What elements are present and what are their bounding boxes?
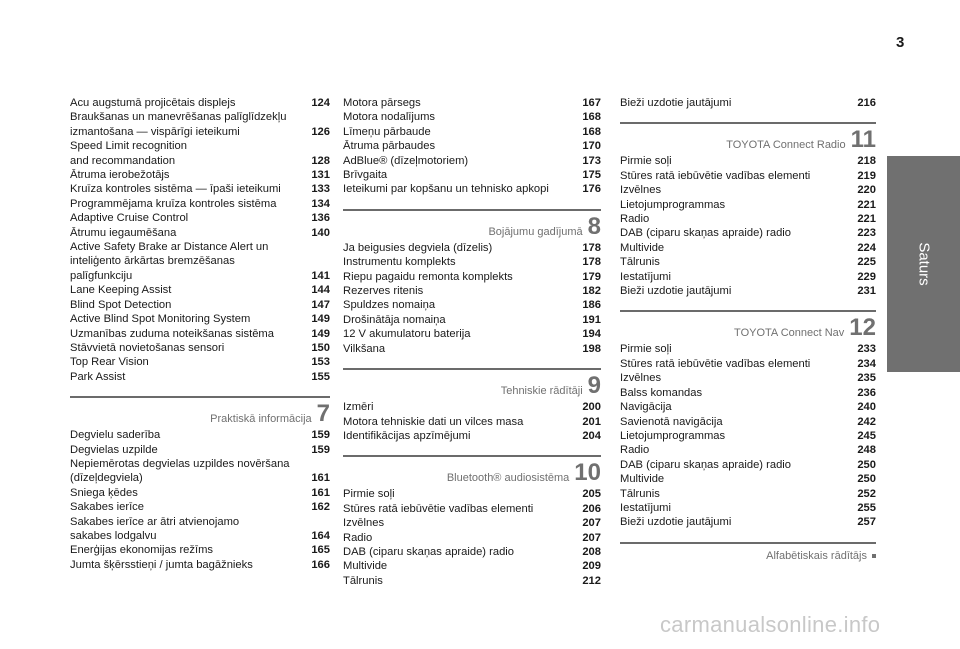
toc-entry[interactable]: [343, 125, 601, 139]
toc-entry-page: 242: [857, 415, 876, 428]
toc-entry-title: Iestatījumi: [620, 270, 671, 283]
toc-entry[interactable]: [70, 197, 330, 211]
toc-entry[interactable]: [620, 342, 876, 356]
toc-entry-page: 250: [857, 458, 876, 471]
toc-entry-title: DAB (ciparu skaņas apraide) radio: [620, 227, 792, 240]
toc-entry-page: 223: [857, 227, 876, 240]
toc-entry-page: 233: [857, 343, 876, 356]
toc-entry[interactable]: [620, 443, 876, 457]
toc-entry[interactable]: [343, 313, 601, 327]
toc-entry-title: Lietojumprogrammas: [620, 429, 726, 442]
toc-entry-page: 176: [582, 183, 601, 196]
toc-entry-page: 218: [857, 155, 876, 168]
toc-entry-title: Ātruma pārbaudes: [343, 140, 436, 153]
toc-entry-title: Identifikācijas apzīmējumi: [343, 429, 471, 442]
toc-entry[interactable]: [70, 96, 330, 110]
toc-entry[interactable]: [70, 471, 330, 485]
toc-entry-title: Active Safety Brake ar Distance Alert un: [70, 241, 269, 254]
toc-entry-page: 257: [857, 516, 876, 529]
toc-entry-title: Navigācija: [620, 401, 672, 414]
toc-entry-page: 198: [582, 342, 601, 355]
toc-entry-page: 194: [582, 328, 601, 341]
toc-entry-page: 162: [311, 501, 330, 514]
toc-entry-page: 159: [311, 443, 330, 456]
toc-entry-page: 248: [857, 444, 876, 457]
toc-entry-title: 12 V akumulatoru baterija: [343, 328, 471, 341]
toc-entry-page: 250: [857, 473, 876, 486]
toc-entry-title: Sakabes ierīce: [70, 501, 145, 514]
toc-entry-title: Motora tehniskie dati un vilces masa: [343, 415, 524, 428]
toc-entry[interactable]: [70, 428, 330, 442]
toc-entry[interactable]: [70, 500, 330, 514]
toc-entry[interactable]: [70, 457, 330, 471]
toc-entry-page: 201: [582, 415, 601, 428]
toc-entry-page: 219: [857, 169, 876, 182]
toc-entry-page: 234: [857, 357, 876, 370]
toc-entry-title: Pirmie soļi: [343, 488, 395, 501]
toc-entry[interactable]: [343, 110, 601, 124]
toc-entry-page: 168: [582, 125, 601, 138]
toc-entry-title: Spuldzes nomaiņa: [343, 299, 436, 312]
toc-entry[interactable]: [343, 502, 601, 516]
toc-entry[interactable]: [70, 370, 330, 384]
square-bullet-icon: [872, 554, 876, 558]
toc-entry-title: Līmeņu pārbaude: [343, 125, 431, 138]
toc-entry-title: Savienotā navigācija: [620, 415, 723, 428]
toc-entry-title: Ātruma ierobežotājs: [70, 169, 170, 182]
toc-entry[interactable]: [620, 501, 876, 515]
toc-entry-title: palīgfunkciju: [70, 269, 133, 282]
toc-entry-title: Tālrunis: [620, 256, 660, 269]
toc-entry[interactable]: [70, 226, 330, 240]
toc-entry-title: Brīvgaita: [343, 169, 388, 182]
toc-entry-page: 167: [582, 97, 601, 109]
toc-entry-page: 221: [857, 213, 876, 226]
section-header: [343, 455, 601, 485]
toc-entry-page: 252: [857, 487, 876, 500]
toc-entry[interactable]: [620, 487, 876, 501]
toc-entry-page: 231: [857, 285, 876, 298]
toc-entry[interactable]: [343, 255, 601, 269]
toc-entry-title: Degvielu saderība: [70, 429, 161, 442]
toc-entry-page: 178: [582, 241, 601, 254]
toc-entry-page: 179: [582, 270, 601, 283]
toc-entry[interactable]: [70, 543, 330, 557]
toc-entry-title: Riepu pagaidu remonta komplekts: [343, 270, 513, 283]
toc-entry[interactable]: [620, 386, 876, 400]
toc-entry-title: Tālrunis: [343, 574, 383, 587]
toc-entry-page: 161: [311, 486, 330, 499]
toc-entry-title: Multivide: [343, 560, 388, 573]
toc-entry-title: (dīzeļdegviela): [70, 472, 143, 485]
toc-entry-page: 166: [311, 558, 330, 571]
toc-entry-page: 136: [311, 212, 330, 225]
toc-entry-title: Sakabes ierīce ar ātri atvienojamo: [70, 515, 240, 528]
section-title: TOYOTA Connect Radio: [726, 139, 846, 152]
toc-entry-title: Stāvvietā novietošanas sensori: [70, 341, 225, 354]
toc-entry[interactable]: [343, 298, 601, 312]
toc-entry-title: Radio: [620, 444, 650, 457]
section-number: 8: [587, 212, 601, 240]
toc-entry-title: izmantošana — vispārīgi ieteikumi: [70, 125, 240, 138]
toc-entry-page: 161: [311, 472, 330, 485]
section-header: [343, 209, 601, 239]
toc-entry-title: Vilkšana: [343, 342, 386, 355]
toc-entry-title: Stūres ratā iebūvētie vadības elementi: [620, 169, 811, 182]
toc-entry[interactable]: [343, 270, 601, 284]
toc-entry[interactable]: [620, 154, 876, 168]
toc-entry-title: Acu augstumā projicētais displejs: [70, 97, 236, 109]
toc-entry[interactable]: [620, 226, 876, 240]
section-number: 9: [587, 372, 601, 400]
toc-entry-page: 140: [311, 226, 330, 239]
toc-entry-title: Balss komandas: [620, 386, 703, 399]
toc-entry-title: Kruīza kontroles sistēma — īpaši ieteikumi: [70, 183, 281, 196]
toc-entry[interactable]: [70, 283, 330, 297]
toc-entry[interactable]: [620, 270, 876, 284]
toc-entry[interactable]: [620, 241, 876, 255]
toc-entry[interactable]: [343, 415, 601, 429]
toc-entry-title: Lietojumprogrammas: [620, 198, 726, 211]
toc-entry[interactable]: [343, 574, 601, 588]
toc-entry-page: 170: [582, 140, 601, 153]
toc-entry-page: 207: [582, 517, 601, 530]
toc-entry-title: Instrumentu komplekts: [343, 256, 456, 269]
section-header: [620, 122, 876, 152]
toc-entry[interactable]: [70, 486, 330, 500]
toc-entry-title: Lane Keeping Assist: [70, 284, 172, 297]
toc-entry-title: Top Rear Vision: [70, 356, 149, 369]
toc-entry-page: 168: [582, 111, 601, 124]
toc-entry[interactable]: [70, 341, 330, 355]
toc-entry[interactable]: [70, 125, 330, 139]
toc-entry[interactable]: [343, 545, 601, 559]
toc-column-3: [620, 96, 876, 562]
toc-entry-page: 149: [311, 313, 330, 326]
section-title: Bluetooth® audiosistēma: [446, 472, 570, 485]
toc-column-2: [343, 96, 601, 588]
toc-entry[interactable]: [70, 211, 330, 225]
toc-entry-page: 173: [582, 154, 601, 167]
toc-entry-page: 205: [582, 488, 601, 501]
toc-entry[interactable]: [620, 169, 876, 183]
section-title: Bojājumu gadījumā: [488, 225, 583, 238]
toc-entry-page: 147: [311, 298, 330, 311]
toc-entry-title: Blind Spot Detection: [70, 298, 172, 311]
toc-entry-page: 235: [857, 372, 876, 385]
toc-entry-page: 164: [311, 529, 330, 542]
toc-entry[interactable]: [620, 212, 876, 226]
toc-entry-title: Motora pārsegs: [343, 97, 421, 109]
toc-entry[interactable]: [620, 357, 876, 371]
toc-entry[interactable]: [70, 515, 330, 529]
index-label: Alfabētiskais rādītājs: [766, 549, 867, 562]
watermark: carmanualsonline.info: [660, 612, 881, 637]
toc-entry-page: 200: [582, 401, 601, 414]
toc-entry[interactable]: [343, 241, 601, 255]
toc-entry[interactable]: [343, 531, 601, 545]
toc-entry[interactable]: [343, 487, 601, 501]
toc-entry-title: Uzmanības zuduma noteikšanas sistēma: [70, 327, 274, 340]
toc-entry-page: 153: [311, 356, 330, 369]
section-header: [70, 396, 330, 426]
toc-entry-title: Braukšanas un manevrēšanas palīglīdzekļu: [70, 111, 287, 124]
toc-entry-title: Rezerves ritenis: [343, 285, 424, 298]
toc-entry-title: Izvēlnes: [620, 372, 662, 385]
toc-entry[interactable]: [343, 559, 601, 573]
toc-entry-page: 186: [582, 299, 601, 312]
toc-entry-title: inteliģento ārkārtas bremzēšanas: [70, 255, 235, 268]
toc-entry-title: Pirmie soļi: [620, 155, 672, 168]
toc-entry-title: Tālrunis: [620, 487, 660, 500]
toc-entry-page: 209: [582, 560, 601, 573]
toc-entry-title: Motora nodalījums: [343, 111, 436, 124]
toc-entry[interactable]: [70, 182, 330, 196]
toc-entry-page: 236: [857, 386, 876, 399]
toc-entry-title: Ieteikumi par kopšanu un tehnisko apkopi: [343, 183, 549, 196]
toc-entry[interactable]: [620, 472, 876, 486]
toc-entry-title: Multivide: [620, 241, 665, 254]
toc-entry-title: Stūres ratā iebūvētie vadības elementi: [343, 502, 534, 515]
toc-entry[interactable]: [620, 458, 876, 472]
toc-entry-page: 208: [582, 545, 601, 558]
toc-entry-page: 149: [311, 327, 330, 340]
toc-entry-page: 204: [582, 429, 601, 442]
toc-entry[interactable]: [70, 312, 330, 326]
toc-entry[interactable]: [70, 154, 330, 168]
toc-entry[interactable]: [70, 139, 330, 153]
toc-entry-page: 225: [857, 256, 876, 269]
toc-entry-page: 150: [311, 341, 330, 354]
toc-entry[interactable]: [620, 284, 876, 298]
toc-entry-page: 191: [582, 313, 601, 326]
toc-entry-page: 175: [582, 169, 601, 182]
toc-entry-title: AdBlue® (dīzeļmotoriem): [343, 154, 469, 167]
toc-entry-title: Izvēlnes: [620, 184, 662, 197]
toc-entry-title: DAB (ciparu skaņas apraide) radio: [620, 458, 792, 471]
toc-entry[interactable]: [620, 400, 876, 414]
toc-entry-title: Degvielas uzpilde: [70, 443, 158, 456]
toc-entry[interactable]: [70, 240, 330, 254]
toc-entry-title: Iestatījumi: [620, 501, 671, 514]
toc-entry[interactable]: [620, 183, 876, 197]
toc-entry[interactable]: [343, 516, 601, 530]
toc-entry[interactable]: [620, 198, 876, 212]
toc-entry[interactable]: [70, 168, 330, 182]
toc-entry[interactable]: [343, 139, 601, 153]
toc-entry-title: Speed Limit recognition: [70, 140, 187, 153]
toc-entry[interactable]: [343, 400, 601, 414]
toc-entry-title: Jumta šķērsstieņi / jumta bagāžnieks: [70, 558, 253, 571]
toc-entry[interactable]: [70, 355, 330, 369]
section-header: [343, 368, 601, 398]
section-number: 10: [574, 459, 601, 487]
section-number: 7: [316, 400, 330, 428]
toc-entry-page: 124: [311, 97, 330, 109]
toc-entry[interactable]: [620, 429, 876, 443]
toc-entry-page: 229: [857, 270, 876, 283]
toc-entry[interactable]: [70, 327, 330, 341]
index-link[interactable]: [620, 542, 876, 562]
toc-entry[interactable]: [620, 96, 876, 110]
toc-entry-page: 216: [857, 97, 876, 109]
toc-entry-page: 212: [582, 574, 601, 587]
toc-column-1: [70, 96, 330, 572]
toc-entry-page: 131: [311, 169, 330, 182]
toc-entry-title: Bieži uzdotie jautājumi: [620, 285, 732, 298]
toc-entry[interactable]: [70, 269, 330, 283]
toc-entry-title: Ja beigusies degviela (dīzelis): [343, 241, 493, 254]
toc-entry-page: 141: [311, 269, 330, 282]
toc-entry[interactable]: [620, 371, 876, 385]
toc-entry-page: 126: [311, 125, 330, 138]
toc-entry-page: 144: [311, 284, 330, 297]
toc-entry-page: 134: [311, 197, 330, 210]
toc-entry-page: 178: [582, 256, 601, 269]
toc-entry[interactable]: [70, 443, 330, 457]
toc-entry-title: Park Assist: [70, 370, 126, 383]
toc-entry-page: 220: [857, 184, 876, 197]
toc-entry-title: Izmēri: [343, 401, 374, 414]
toc-entry[interactable]: [343, 154, 601, 168]
toc-entry-page: 255: [857, 501, 876, 514]
toc-entry[interactable]: [70, 254, 330, 268]
side-tab: [887, 156, 960, 372]
toc-entry[interactable]: [620, 515, 876, 529]
toc-entry-title: sakabes lodgalvu: [70, 529, 157, 542]
toc-entry-title: DAB (ciparu skaņas apraide) radio: [343, 545, 515, 558]
toc-entry[interactable]: [343, 96, 601, 110]
toc-entry-title: Pirmie soļi: [620, 343, 672, 356]
toc-entry-title: Radio: [343, 531, 373, 544]
section-title: TOYOTA Connect Nav: [734, 327, 845, 340]
toc-entry[interactable]: [343, 342, 601, 356]
toc-entry-title: Active Blind Spot Monitoring System: [70, 313, 251, 326]
toc-entry-page: 159: [311, 429, 330, 442]
toc-entry-page: 182: [582, 285, 601, 298]
toc-entry[interactable]: [343, 284, 601, 298]
toc-entry-title: and recommandation: [70, 154, 176, 167]
toc-entry-title: Ātrumu iegaumēšana: [70, 226, 177, 239]
toc-entry-title: Izvēlnes: [343, 517, 385, 530]
toc-entry[interactable]: [343, 327, 601, 341]
toc-entry-title: Stūres ratā iebūvētie vadības elementi: [620, 357, 811, 370]
toc-entry-title: Sniega ķēdes: [70, 486, 138, 499]
toc-entry-page: 165: [311, 544, 330, 557]
toc-entry[interactable]: [70, 298, 330, 312]
toc-entry-page: 155: [311, 370, 330, 383]
toc-entry-page: 206: [582, 502, 601, 515]
toc-entry[interactable]: [70, 558, 330, 572]
section-title: Praktiskā informācija: [210, 413, 312, 426]
toc-entry[interactable]: [70, 110, 330, 124]
toc-entry[interactable]: [620, 415, 876, 429]
toc-entry-title: Drošinātāja nomaiņa: [343, 313, 446, 326]
toc-entry-title: Multivide: [620, 473, 665, 486]
toc-entry-page: 224: [857, 241, 876, 254]
toc-entry-page: 207: [582, 531, 601, 544]
toc-entry[interactable]: [620, 255, 876, 269]
toc-entry[interactable]: [343, 429, 601, 443]
section-title: Tehniskie rādītāji: [500, 385, 583, 398]
toc-entry-page: 245: [857, 429, 876, 442]
toc-entry-page: 221: [857, 198, 876, 211]
toc-entry[interactable]: [343, 168, 601, 182]
toc-entry-title: Nepiemērotas degvielas uzpildes novēršana: [70, 457, 290, 470]
toc-entry-title: Programmējama kruīza kontroles sistēma: [70, 197, 277, 210]
toc-entry-page: 133: [311, 183, 330, 196]
toc-entry-title: Enerģijas ekonomijas režīms: [70, 544, 214, 557]
toc-entry-title: Radio: [620, 213, 650, 226]
toc-entry-title: Bieži uzdotie jautājumi: [620, 97, 732, 109]
toc-entry-title: Adaptive Cruise Control: [70, 212, 189, 225]
section-number: 12: [849, 314, 876, 342]
page-number: 3: [896, 34, 905, 51]
toc-entry[interactable]: [70, 529, 330, 543]
section-number: 11: [850, 126, 876, 154]
toc-entry-page: 240: [857, 401, 876, 414]
toc-entry[interactable]: [343, 182, 601, 196]
toc-entry-page: 128: [311, 154, 330, 167]
section-header: [620, 310, 876, 340]
side-tab-label: Saturs: [915, 242, 932, 286]
toc-entry-title: Bieži uzdotie jautājumi: [620, 516, 732, 529]
